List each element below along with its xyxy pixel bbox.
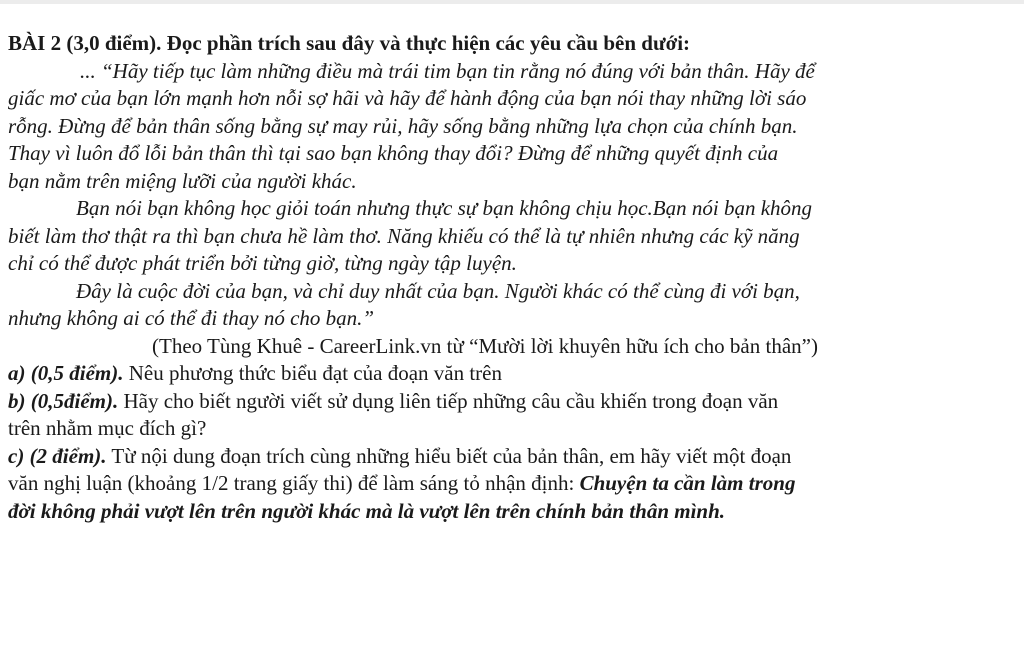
question-b-text-line-1: Hãy cho biết người viết sử dụng liên tiếp những câu cầu khiến trong đoạn văn <box>118 388 779 413</box>
question-c-text-line-2: văn nghị luận (khoảng 1/2 trang giấy thi) để làm sáng tỏ nhận định: <box>8 471 580 495</box>
question-a-text: Nêu phương thức biểu đạt của đoạn văn trên <box>123 361 502 385</box>
question-a-label: a) (0,5 điểm). <box>8 361 124 385</box>
question-a <box>8 360 1014 388</box>
passage-p2-line-1: Bạn nói bạn không học giỏi toán nhưng thực sự bạn không chịu học.Bạn nói bạn không <box>76 196 813 220</box>
passage-p2-line-3: chỉ có thể được phát triển bởi từng giờ, từng ngày tập luyện. <box>8 251 517 275</box>
top-edge-strip <box>0 0 1024 4</box>
question-c-statement-part-1: Chuyện ta cần làm trong <box>579 471 796 495</box>
passage-p2-line-2: biết làm thơ thật ra thì bạn chưa hề làm thơ. Năng khiếu có thể là tự nhiên nhưng các kỹ năng <box>8 223 800 248</box>
question-c-label: c) (2 điểm). <box>8 443 107 468</box>
passage-p3-line-2: nhưng không ai có thể đi thay nó cho bạn.” <box>8 306 375 330</box>
passage-p1-line-3: rỗng. Đừng để bản thân sống bằng sự may rủi, hãy sống bằng những lựa chọn của chính bạn. <box>8 113 798 138</box>
passage-source: (Theo Tùng Khuê - CareerLink.vn từ “Mười lời khuyên hữu ích cho bản thân”) <box>152 333 818 358</box>
passage-p3-line-1: Đây là cuộc đời của bạn, và chỉ duy nhất của bạn. Người khác có thể cùng đi với bạn, <box>76 278 800 303</box>
question-c-statement-part-2: đời không phải vượt lên trên người khác mà là vượt lên trên chính bản thân mình. <box>8 498 726 523</box>
passage-p1-line-4: Thay vì luôn đổ lỗi bản thân thì tại sao bạn không thay đổi? Đừng để những quyết định của <box>8 141 779 165</box>
question-b-text-line-2: trên nhằm mục đích gì? <box>8 416 207 440</box>
passage <box>8 58 1014 333</box>
question-c <box>8 443 1014 526</box>
question-b-label: b) (0,5điểm). <box>8 388 119 413</box>
exercise-heading: BÀI 2 (3,0 điểm). Đọc phần trích sau đây và thực hiện các yêu cầu bên dưới: <box>8 31 691 55</box>
question-b <box>8 388 1014 443</box>
passage-p1-line-2: giấc mơ của bạn lớn mạnh hơn nỗi sợ hãi và hãy để hành động của bạn nói thay những lời sáo <box>8 86 807 110</box>
question-c-text-line-1: Từ nội dung đoạn trích cùng những hiểu biết của bản thân, em hãy viết một đoạn <box>106 443 792 468</box>
passage-p1-line-1: ... “Hãy tiếp tục làm những điều mà trái tim bạn tin rằng nó đúng với bản thân. Hãy để <box>80 58 815 83</box>
passage-p1-line-5: bạn nằm trên miệng lưỡi của người khác. <box>8 168 357 193</box>
